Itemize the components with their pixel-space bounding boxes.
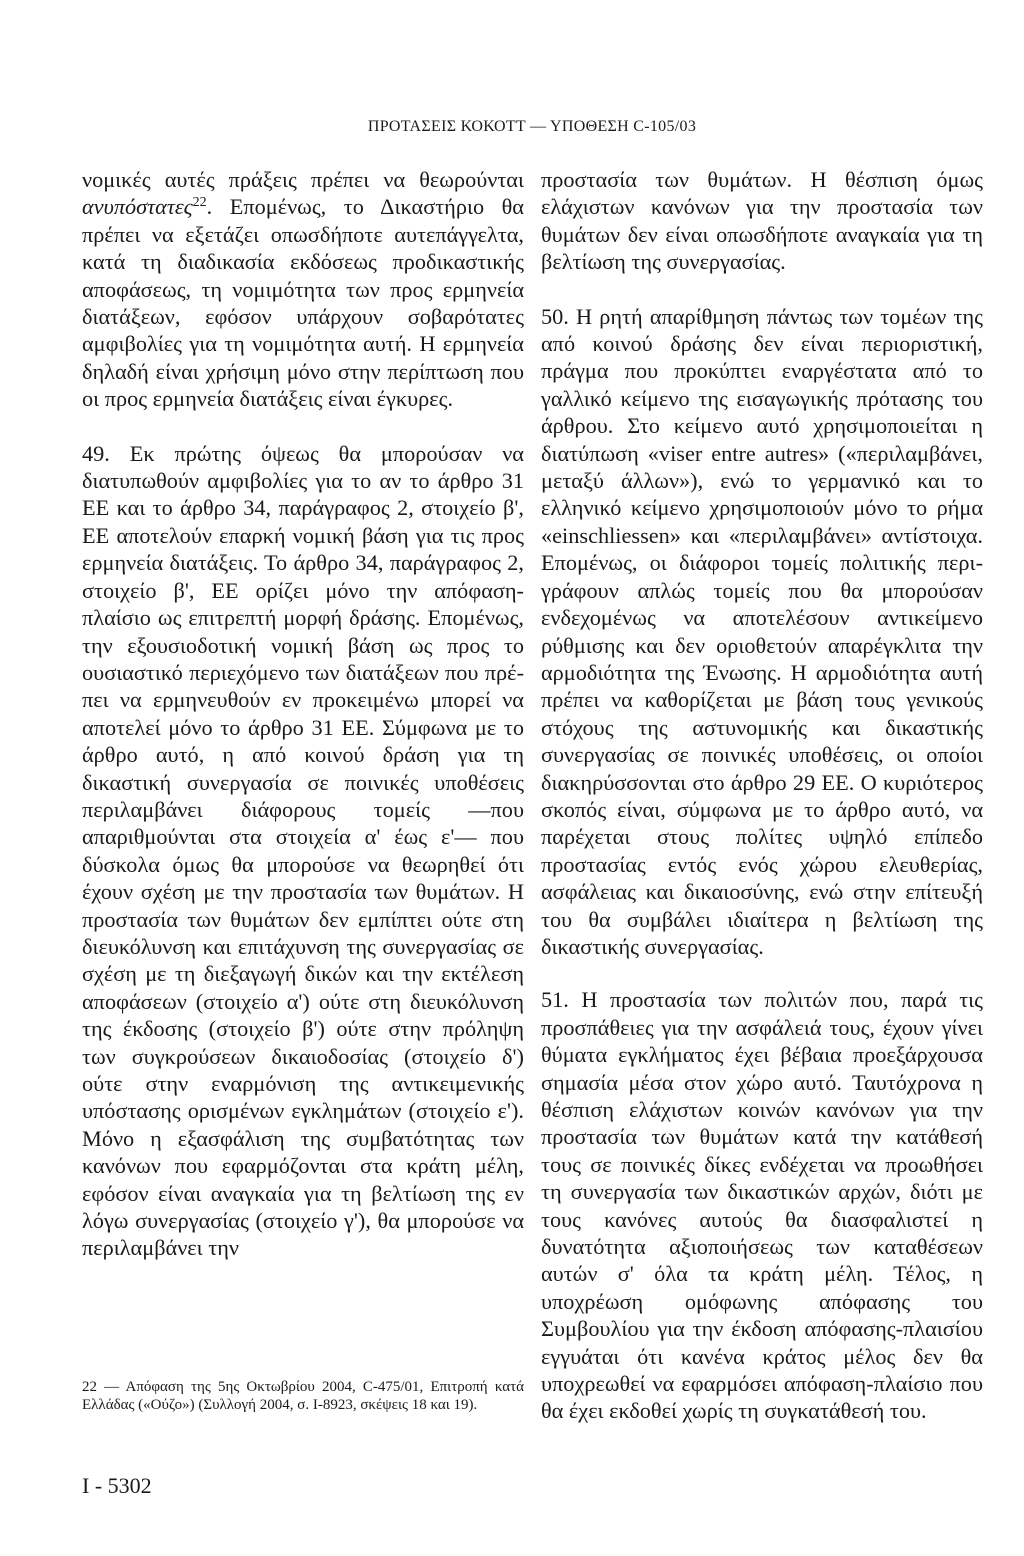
paragraph-49: 49. Εκ πρώτης όψεως θα μπορούσαν να διατυπωθούν αμφιβολίες για το αν το άρθρο 31 ΕΕ και το άρθρο 34, παράγραφος 2, στοιχείο β', ΕΕ αποτελούν επαρκή νομική βάση για τις προς ερμηνεία διατάξεις. Το άρθρο 34, παράγραφος 2, στοιχείο β', ΕΕ ορίζει μόνο την απόφαση-πλαίσιο ως επιτρεπτή μορφή δράσης. Επομένως, την εξουσιοδοτική νομική βάση ως προς το ουσιαστικό περιεχόμενο των διατάξεων που πρέπει να ερμηνευθούν εν προκειμένω μπορεί να αποτελεί μόνο το άρθρο 31 ΕΕ. Σύμφωνα με το άρθρο αυτό, η από κοινού δράση για τη δικαστική συνεργασία σε ποινικές υποθέσεις περιλαμβάνει διάφορους τομείς —που απαριθμούνται στα στοιχεία α' έως ε'— που δύσκολα όμως θα μπορούσε να θεωρηθεί ότι έχουν σχέση με την προστασία των θυμάτων. Η προστασία των θυμάτων δεν εμπίπτει ούτε στη διευκόλυνση και επιτάχυνση της συνεργασίας σε σχέση με τη διεξαγωγή δικών και την εκτέλεση αποφάσεων (στοιχείο α') ούτε στη διευκόλυνση της έκδοσης (στοιχείο β') ούτε στην πρόληψη των συγκρούσεων δικαιοδοσίας (στοιχείο δ') ούτε στην εναρμόνιση της αντικειμενικής υπόστασης ορισμένων εγκλημάτων (στοιχείο ε'). Μόνο η εξασφάλιση της συμβατότητας των κανόνων που εφαρμόζονται στα κράτη μέλη, εφόσον είναι αναγκαία για τη βελτίωση της εν λόγω συνεργασίας (στοιχείο γ'), θα μπορούσε να περιλαμβάνει την <box>82 440 524 1261</box>
footnote-22: 22 — Απόφαση της 5ης Οκτωβρίου 2004, C-475/01, Επιτροπή κατά Ελλάδας («Ούζο») (Συλλογή 2004, σ. I-8923, σκέψεις 18 και 19). <box>82 1379 524 1413</box>
italic-term: ανυπόστατες <box>82 194 193 220</box>
left-column <box>82 166 524 1262</box>
page-number: I - 5302 <box>82 1473 152 1498</box>
paragraph-51: 51. Η προστασία των πολιτών που, παρά τις προσπάθειες για την ασφάλειά τους, έχουν γίνει θύματα εγκλήματος έχει βέβαια προεξάρχουσα σημασία μέσα στον χώρο αυτό. Ταυτόχρονα η θέσπιση ελάχιστων κοινών κανόνων για την προστασία των θυμάτων κατά την κατάθεσή τους σε ποινικές δίκες ενδέχεται να προωθήσει τη συνεργασία των δικαστικών αρχών, διότι με τους κανόνες αυτούς θα διασφαλιστεί η δυνατότητα αξιοποιήσεως των καταθέσεων αυτών σ' όλα τα κράτη μέλη. Τέλος, η υποχρέωση ομόφωνης απόφασης του Συμβουλίου για την έκδοση απόφασης-πλαισίου εγγυάται ότι κανένα κράτος μέλος δεν θα υποχρεωθεί να εφαρμόσει απόφαση-πλαίσιο που θα έχει εκδοθεί χωρίς τη συγκατάθεσή του. <box>541 987 983 1424</box>
paragraph-continued <box>82 166 524 413</box>
paragraph-continued-right: προστασία των θυμάτων. Η θέσπιση όμως ελάχιστων κανόνων για την προστασία των θυμάτων δεν είναι οπωσδήποτε αναγκαία για τη βελτίωση της συνεργασίας. <box>541 167 983 275</box>
paragraph-text: νομικές αυτές πράξεις πρέπει να θεωρούνται <box>82 167 524 192</box>
paragraph-50: 50. Η ρητή απαρίθμηση πάντως των τομέων της από κοινού δράσης δεν είναι περιοριστική, πράγμα που προκύπτει εναργέστατα από το γαλλικό κείμενο της εισαγωγικής πρότασης του άρθρου. Στο κείμενο αυτό χρησιμοποιείται η διατύπωση «viser entre autres» («περιλαμβάνει, μεταξύ άλλων»), ενώ το γερμανικό και το ελληνικό κείμενο χρησιμοποιούν μόνο το ρήμα «einschliessen» και «περιλαμβάνει» αντίστοιχα. Επομένως, οι διάφοροι τομείς πολιτικής περιγράφουν απλώς τομείς που θα μπορούσαν ενδεχομένως να αποτελέσουν αντικείμενο ρύθμισης και δεν οριοθετούν απαρέγκλιτα την αρμοδιότητα της Ένωσης. Η αρμοδιότητα αυτή πρέπει να καθορίζεται με βάση τους γενικούς στόχους της αστυνομικής και δικαστικής συνεργασίας σε ποινικές υποθέσεις, οι οποίοι διακηρύσσονται στο άρθρο 29 ΕΕ. Ο κυριότερος σκοπός είναι, σύμφωνα με το άρθρο αυτό, να παρέχεται στους πολίτες υψηλό επίπεδο προστασίας εντός ενός χώρου ελευθερίας, ασφάλειας και δικαιοσύνης, ενώ στην επίτευξή του θα συμβάλει ιδιαίτερα η βελτίωση της δικαστικής συνεργασίας. <box>541 303 983 959</box>
running-header: ΠΡΟΤΑΣΕΙΣ ΚΟΚΟΤΤ — ΥΠΟΘΕΣΗ C-105/03 <box>367 118 697 135</box>
right-column <box>541 166 983 1425</box>
paragraph-text: . Επομένως, το Δικαστήριο θα πρέπει να εξετάζει οπωσδήποτε αυτεπάγγελτα, κατά τη διαδικασία εκδόσεως προδικαστικής αποφάσεως, τη νομιμότητα των προς ερμηνεία διατάξεων, εφόσον υπάρχουν σοβαρότατες αμφιβολίες για τη νομιμότητα αυτή. Η ερμηνεία δηλαδή είναι χρήσιμη μόνο στην περίπτωση που οι προς ερμηνεία διατάξεις είναι έγκυρες. <box>82 194 524 412</box>
footnote-ref: 22 <box>192 195 207 211</box>
